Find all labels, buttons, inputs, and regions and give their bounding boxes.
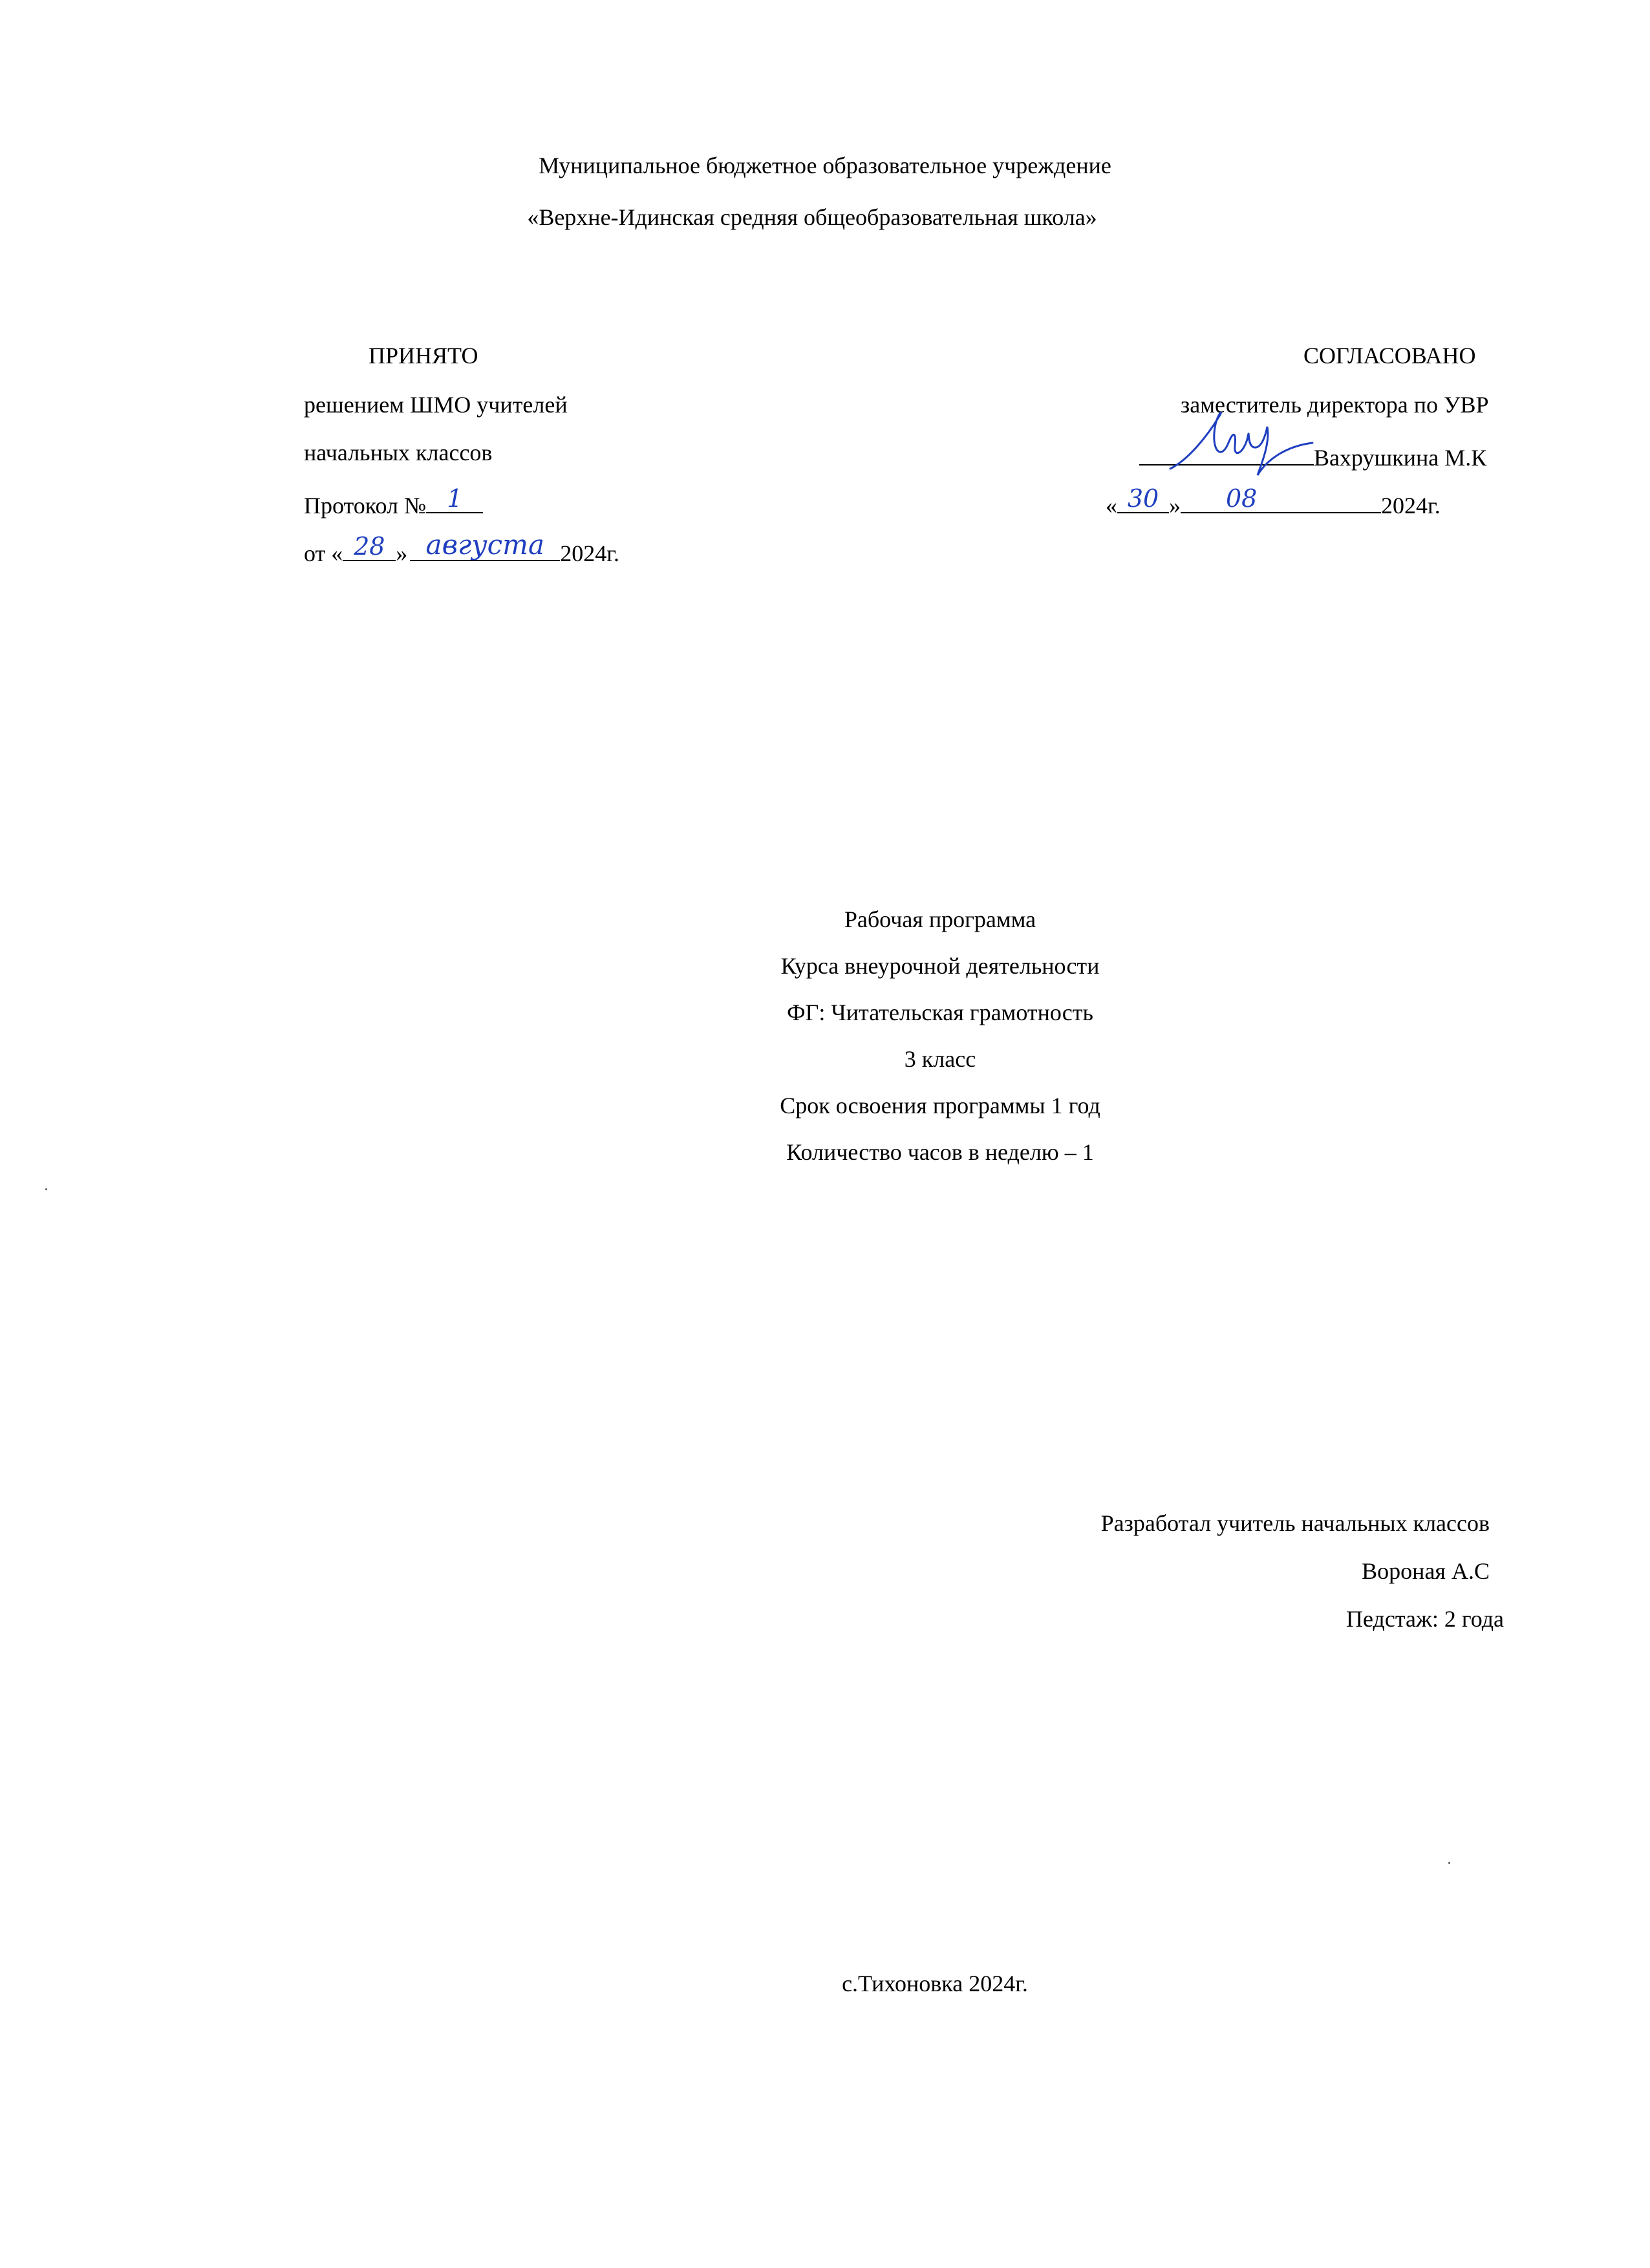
approved-day-field bbox=[1117, 484, 1169, 513]
protocol-number-handwritten: 1 bbox=[447, 484, 463, 513]
date-mid: » bbox=[396, 540, 408, 566]
scan-speck bbox=[1448, 1862, 1450, 1864]
approved-name: Вахрушкина М.К bbox=[1314, 445, 1487, 471]
place-year: с.Тихоновка 2024г. bbox=[842, 1971, 1028, 1996]
program-course: Курса внеурочной деятельности bbox=[780, 953, 1100, 979]
institution-name-line1: Муниципальное бюджетное образовательное учреждение bbox=[539, 153, 1111, 178]
program-grade: 3 класс bbox=[904, 1046, 976, 1072]
author-line1: Разработал учитель начальных классов bbox=[1100, 1510, 1490, 1536]
approved-month-handwritten: 08 bbox=[1226, 484, 1258, 513]
day-field bbox=[343, 532, 396, 561]
accepted-date bbox=[304, 529, 619, 566]
program-title: Рабочая программа bbox=[844, 906, 1036, 932]
accepted-title: ПРИНЯТО bbox=[369, 343, 478, 369]
approved-date bbox=[1106, 484, 1441, 519]
program-hours: Количество часов в неделю – 1 bbox=[786, 1139, 1094, 1165]
author-name: Вороная А.С bbox=[1362, 1558, 1490, 1584]
signature-icon bbox=[1164, 407, 1319, 478]
approved-year: 2024г. bbox=[1381, 493, 1441, 519]
accepted-protocol bbox=[304, 484, 483, 519]
institution-name-line2: «Верхне-Идинская средняя общеобразовательная школа» bbox=[527, 204, 1097, 230]
date-year: 2024г. bbox=[560, 540, 619, 566]
author-experience: Педстаж: 2 года bbox=[1346, 1606, 1504, 1632]
approved-day-handwritten: 30 bbox=[1127, 484, 1159, 513]
accepted-line1: решением ШМО учителей bbox=[304, 392, 568, 418]
scan-speck bbox=[45, 1188, 47, 1190]
date-prefix: от « bbox=[304, 540, 343, 566]
approved-month-field bbox=[1181, 484, 1381, 513]
approved-position: заместитель директора по УВР bbox=[1181, 392, 1489, 418]
month-field bbox=[410, 529, 560, 561]
accepted-line2: начальных классов bbox=[304, 440, 493, 465]
date-close: » bbox=[1169, 493, 1181, 519]
date-open: « bbox=[1106, 493, 1117, 519]
program-subject: ФГ: Читательская грамотность bbox=[787, 1000, 1093, 1025]
program-duration: Срок освоения программы 1 год bbox=[780, 1093, 1100, 1118]
approved-title: СОГЛАСОВАНО bbox=[1303, 343, 1476, 369]
protocol-prefix: Протокол № bbox=[304, 493, 427, 519]
protocol-number-field bbox=[426, 484, 483, 513]
month-handwritten: августа bbox=[425, 529, 544, 561]
day-handwritten: 28 bbox=[354, 532, 385, 561]
